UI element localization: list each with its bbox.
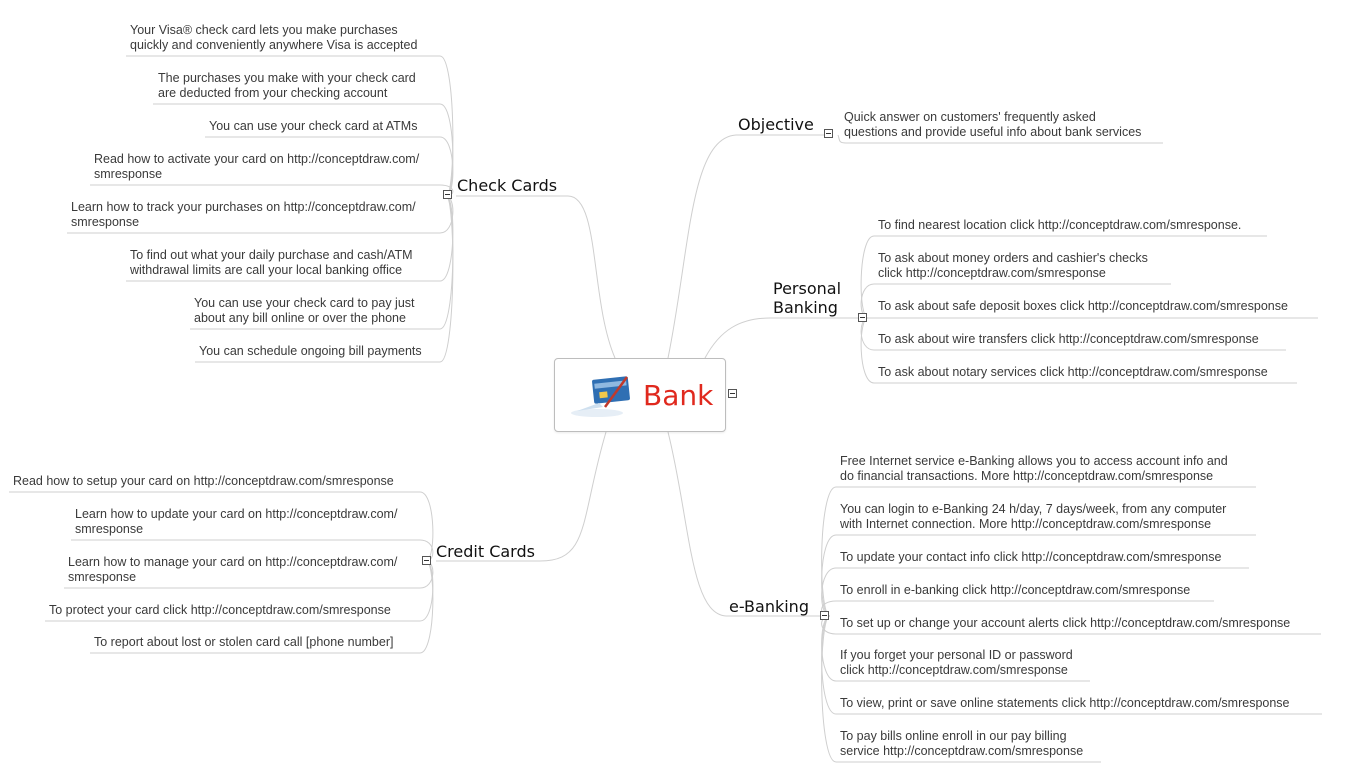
connector-e-banking xyxy=(668,432,726,616)
collapse-toggle-personal-banking[interactable] xyxy=(858,313,867,322)
collapse-toggle-objective[interactable] xyxy=(824,129,833,138)
credit-card-icon xyxy=(569,373,631,419)
e-banking-item: To pay bills online enroll in our pay billing service http://conceptdraw.com/smresponse xyxy=(840,729,1084,758)
check-cards-item: You can use your check card to pay just about any bill online or over the phone xyxy=(194,296,415,325)
e-banking-item: To enroll in e-banking click http://conceptdraw.com/smresponse xyxy=(840,583,1191,597)
collapse-toggle-check-cards[interactable] xyxy=(443,190,452,199)
collapse-toggle-central[interactable] xyxy=(728,389,737,398)
objective-item: Quick answer on customers' frequently asked questions and provide useful info about bank services xyxy=(844,110,1142,139)
e-banking-item: Free Internet service e-Banking allows you to access account info and do financial transactions. More http://conceptdraw.com/smresponse xyxy=(840,454,1228,483)
collapse-toggle-e-banking[interactable] xyxy=(820,611,829,620)
personal-banking-item: To find nearest location click http://conceptdraw.com/smresponse. xyxy=(878,218,1242,232)
credit-cards-item: To report about lost or stolen card call [phone number] xyxy=(94,635,394,649)
connector-personal-banking xyxy=(705,318,770,358)
e-banking-item: To view, print or save online statements click http://conceptdraw.com/smresponse xyxy=(840,696,1290,710)
branch-e-banking[interactable]: e-Banking xyxy=(729,597,809,616)
check-cards-item: Read how to activate your card on http://conceptdraw.com/ smresponse xyxy=(94,152,420,181)
check-cards-item: The purchases you make with your check card are deducted from your checking account xyxy=(158,71,416,100)
branch-objective[interactable]: Objective xyxy=(738,115,814,134)
e-banking-item: To set up or change your account alerts click http://conceptdraw.com/smresponse xyxy=(840,616,1291,630)
check-cards-item: Your Visa® check card lets you make purchases quickly and conveniently anywhere Visa is accepted xyxy=(130,23,418,52)
connector-check-cards xyxy=(568,196,615,358)
check-cards-item: Learn how to track your purchases on http://conceptdraw.com/ smresponse xyxy=(71,200,416,229)
check-cards-item: You can schedule ongoing bill payments xyxy=(199,344,422,358)
branch-check-cards[interactable]: Check Cards xyxy=(457,176,558,195)
personal-banking-item: To ask about money orders and cashier's checks click http://conceptdraw.com/smresponse xyxy=(878,251,1148,280)
credit-cards-item: Read how to setup your card on http://conceptdraw.com/smresponse xyxy=(13,474,394,488)
check-cards-item: To find out what your daily purchase and cash/ATM withdrawal limits are call your local banking office xyxy=(130,248,413,277)
check-cards-item: You can use your check card at ATMs xyxy=(209,119,418,133)
collapse-toggle-credit-cards[interactable] xyxy=(422,556,431,565)
connector-objective xyxy=(668,135,736,358)
credit-cards-item: To protect your card click http://conceptdraw.com/smresponse xyxy=(49,603,391,617)
personal-banking-item: To ask about wire transfers click http://conceptdraw.com/smresponse xyxy=(878,332,1259,346)
branch-personal-banking[interactable]: Personal Banking xyxy=(773,279,842,317)
connector-credit-cards xyxy=(540,432,606,561)
e-banking-item: You can login to e-Banking 24 h/day, 7 days/week, from any computer with Internet connection. More http://conceptdraw.com/smresponse xyxy=(840,502,1227,531)
credit-cards-item: Learn how to update your card on http://conceptdraw.com/ smresponse xyxy=(75,507,398,536)
central-title: Bank xyxy=(643,379,714,412)
central-topic[interactable] xyxy=(554,358,726,432)
branch-credit-cards[interactable]: Credit Cards xyxy=(436,542,535,561)
e-banking-item: If you forget your personal ID or password click http://conceptdraw.com/smresponse xyxy=(840,648,1073,677)
e-banking-item: To update your contact info click http://conceptdraw.com/smresponse xyxy=(840,550,1222,564)
personal-banking-item: To ask about notary services click http://conceptdraw.com/smresponse xyxy=(878,365,1268,379)
personal-banking-item: To ask about safe deposit boxes click http://conceptdraw.com/smresponse xyxy=(878,299,1288,313)
credit-cards-item: Learn how to manage your card on http://conceptdraw.com/ smresponse xyxy=(68,555,398,584)
